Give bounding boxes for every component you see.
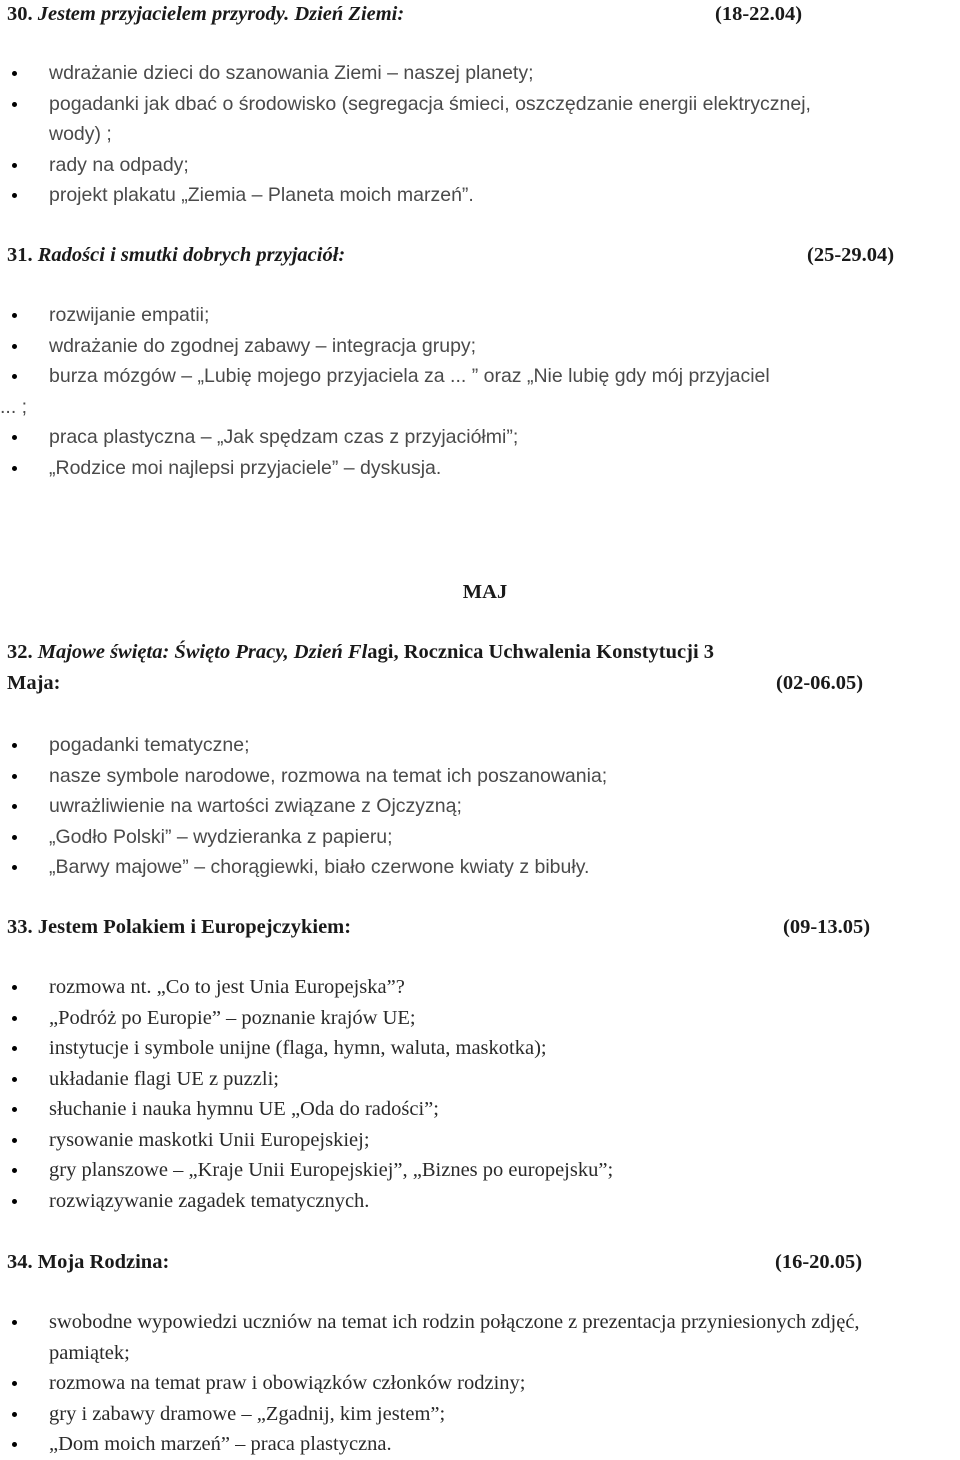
section-title: Majowe święta: Święto Pracy, Dzień Fl [37, 641, 368, 663]
section-title: Radości i smutki dobrych przyjaciół: [37, 244, 346, 266]
bullet-icon [12, 1381, 17, 1386]
list-item: „Podróż po Europie” – poznanie krajów UE; [0, 1003, 960, 1034]
list-item: swobodne wypowiedzi uczniów na temat ich rodzin połączone z prezentacja przyniesionych zdjęć, pamiątek; [0, 1307, 960, 1368]
bullet-icon [12, 102, 17, 107]
bullet-icon [12, 835, 17, 840]
bullet-icon [12, 193, 17, 198]
section-title-rest: agi, Rocznica Uchwalenia Konstytucji 3 [367, 641, 715, 663]
bullet-icon [12, 1320, 17, 1325]
list-item: „Dom moich marzeń” – praca plastyczna. [0, 1429, 960, 1460]
section-33-heading [7, 912, 927, 942]
bullet-icon [12, 1107, 17, 1112]
section-33-list [0, 972, 960, 1216]
list-item: rozwiązywanie zagadek tematycznych. [0, 1186, 960, 1217]
section-34-heading [7, 1247, 927, 1277]
bullet-icon [12, 985, 17, 990]
section-34-list [0, 1307, 960, 1460]
list-item: układanie flagi UE z puzzli; [0, 1064, 960, 1095]
list-item: uwrażliwienie na wartości związane z Ojczyzną; [0, 791, 960, 822]
bullet-icon [12, 163, 17, 168]
section-number: 31. [7, 244, 33, 266]
section-number: 33. [7, 916, 33, 938]
section-title: Jestem Polakiem i Europejczykiem: [37, 916, 352, 938]
section-31-list [0, 300, 960, 483]
bullet-icon [12, 865, 17, 870]
section-32-list [0, 730, 960, 883]
section-32-heading [7, 637, 932, 699]
list-item: rady na odpady; [0, 150, 960, 181]
section-30-list [0, 58, 960, 211]
list-item: słuchanie i nauka hymnu UE „Oda do radości”; [0, 1094, 960, 1125]
section-dates: (25-29.04) [807, 244, 895, 266]
section-dates: (16-20.05) [775, 1251, 863, 1273]
section-number: 34. [7, 1251, 33, 1273]
bullet-icon [12, 1442, 17, 1447]
list-item: rozmowa nt. „Co to jest Unia Europejska”? [0, 972, 960, 1003]
bullet-icon [12, 743, 17, 748]
section-dates: (18-22.04) [715, 3, 803, 25]
bullet-icon [12, 1412, 17, 1417]
bullet-icon [12, 1168, 17, 1173]
bullet-icon [12, 1046, 17, 1051]
list-item: wdrażanie do zgodnej zabawy – integracja grupy; [0, 331, 960, 362]
list-item: pogadanki tematyczne; [0, 730, 960, 761]
section-dates: (09-13.05) [783, 916, 871, 938]
list-item: wdrażanie dzieci do szanowania Ziemi – naszej planety; [0, 58, 960, 89]
list-item: gry planszowe – „Kraje Unii Europejskiej”, „Biznes po europejsku”; [0, 1155, 960, 1186]
bullet-icon [12, 344, 17, 349]
section-title: Jestem przyjacielem przyrody. Dzień Ziemi: [37, 3, 405, 25]
bullet-icon [12, 374, 17, 379]
bullet-icon [12, 1199, 17, 1204]
section-number: 32. [7, 641, 33, 663]
list-item: „Barwy majowe” – chorągiewki, biało czerwone kwiaty z bibuły. [0, 852, 960, 883]
bullet-icon [12, 774, 17, 779]
list-item: rysowanie maskotki Unii Europejskiej; [0, 1125, 960, 1156]
list-item: rozwijanie empatii; [0, 300, 960, 331]
section-30-heading [7, 0, 927, 29]
bullet-icon [12, 435, 17, 440]
bullet-icon [12, 313, 17, 318]
bullet-icon [12, 71, 17, 76]
list-item: projekt plakatu „Ziemia – Planeta moich marzeń”. [0, 180, 960, 211]
section-title: Moja Rodzina: [37, 1251, 170, 1273]
section-title-line2: Maja: [7, 672, 61, 694]
list-item: burza mózgów – „Lubię mojego przyjaciela za ... ” oraz „Nie lubię gdy mój przyjaciel ... ; [0, 365, 770, 418]
list-item: rozmowa na temat praw i obowiązków członków rodziny; [0, 1368, 960, 1399]
list-item: gry i zabawy dramowe – „Zgadnij, kim jestem”; [0, 1399, 960, 1430]
list-item: „Rodzice moi najlepsi przyjaciele” – dyskusja. [0, 453, 960, 484]
list-item: pogadanki jak dbać o środowisko (segregacja śmieci, oszczędzanie energii elektrycznej, wody) ; [0, 89, 960, 150]
bullet-icon [12, 1016, 17, 1021]
list-item: instytucje i symbole unijne (flaga, hymn, waluta, maskotka); [0, 1033, 960, 1064]
section-number: 30. [7, 3, 33, 25]
bullet-icon [12, 804, 17, 809]
bullet-icon [12, 466, 17, 471]
bullet-icon [12, 1138, 17, 1143]
month-heading: MAJ [462, 581, 508, 603]
section-dates: (02-06.05) [776, 672, 864, 694]
bullet-icon [12, 1077, 17, 1082]
list-item: praca plastyczna – „Jak spędzam czas z przyjaciółmi”; [0, 422, 960, 453]
list-item: nasze symbole narodowe, rozmowa na temat ich poszanowania; [0, 761, 960, 792]
list-item: „Godło Polski” – wydzieranka z papieru; [0, 822, 960, 853]
section-31-heading [7, 240, 927, 270]
